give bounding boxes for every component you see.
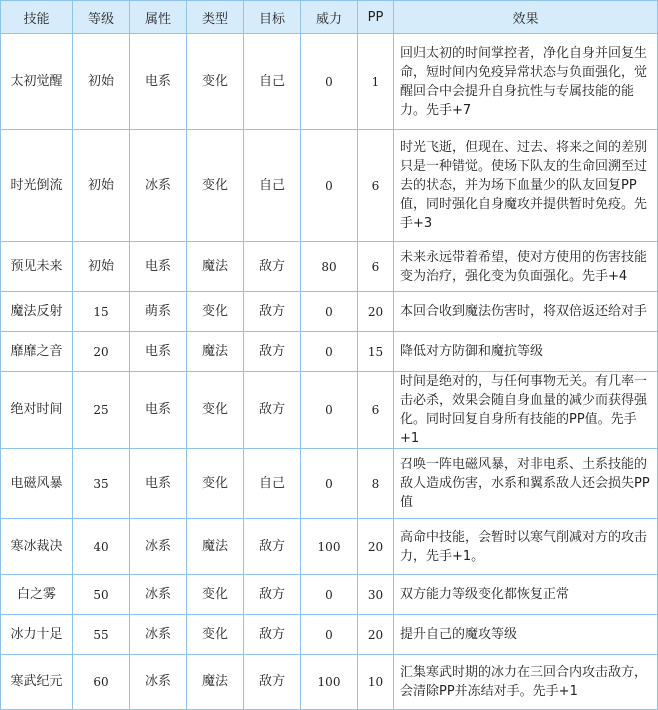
table-header bbox=[1, 1, 658, 34]
skill-name-cell: 寒冰裁决 bbox=[1, 519, 73, 575]
header-row bbox=[1, 1, 658, 34]
skill-name-cell: 魔法反射 bbox=[1, 292, 73, 332]
skill-name-cell: 靡靡之音 bbox=[1, 332, 73, 372]
effect-cell: 提升自己的魔攻等级 bbox=[394, 615, 658, 655]
type-cell: 魔法 bbox=[187, 655, 244, 710]
level-cell: 20 bbox=[73, 332, 130, 372]
type-cell: 变化 bbox=[187, 292, 244, 332]
pp-cell: 30 bbox=[358, 575, 394, 615]
effect-cell: 本回合收到魔法伤害时，将双倍返还给对手 bbox=[394, 292, 658, 332]
level-cell: 50 bbox=[73, 575, 130, 615]
table-body bbox=[1, 34, 658, 710]
skill-name-cell: 太初觉醒 bbox=[1, 34, 73, 130]
pp-cell: 20 bbox=[358, 292, 394, 332]
pp-cell: 1 bbox=[358, 34, 394, 130]
pp-cell: 10 bbox=[358, 655, 394, 710]
power-cell: 100 bbox=[301, 655, 358, 710]
table-row bbox=[1, 519, 658, 575]
skill-name-cell: 绝对时间 bbox=[1, 372, 73, 449]
header-type: 类型 bbox=[187, 1, 244, 34]
pp-cell: 15 bbox=[358, 332, 394, 372]
level-cell: 初始 bbox=[73, 34, 130, 130]
target-cell: 敌方 bbox=[244, 615, 301, 655]
table-row bbox=[1, 575, 658, 615]
level-cell: 25 bbox=[73, 372, 130, 449]
power-cell: 0 bbox=[301, 615, 358, 655]
type-cell: 变化 bbox=[187, 575, 244, 615]
target-cell: 自己 bbox=[244, 449, 301, 519]
power-cell: 0 bbox=[301, 292, 358, 332]
attribute-cell: 冰系 bbox=[130, 519, 187, 575]
pp-cell: 8 bbox=[358, 449, 394, 519]
target-cell: 敌方 bbox=[244, 242, 301, 292]
attribute-cell: 电系 bbox=[130, 242, 187, 292]
power-cell: 0 bbox=[301, 130, 358, 242]
attribute-cell: 冰系 bbox=[130, 615, 187, 655]
target-cell: 敌方 bbox=[244, 332, 301, 372]
target-cell: 敌方 bbox=[244, 292, 301, 332]
header-pp: PP bbox=[358, 1, 394, 34]
pp-cell: 6 bbox=[358, 130, 394, 242]
table-row bbox=[1, 449, 658, 519]
effect-cell: 降低对方防御和魔抗等级 bbox=[394, 332, 658, 372]
power-cell: 0 bbox=[301, 449, 358, 519]
effect-cell: 回归太初的时间掌控者，净化自身并回复生命，短时间内免疫异常状态与负面强化，觉醒回合中会提升自身抗性与专属技能的能力。先手+7 bbox=[394, 34, 658, 130]
header-target: 目标 bbox=[244, 1, 301, 34]
type-cell: 变化 bbox=[187, 130, 244, 242]
power-cell: 100 bbox=[301, 519, 358, 575]
level-cell: 55 bbox=[73, 615, 130, 655]
type-cell: 变化 bbox=[187, 34, 244, 130]
attribute-cell: 电系 bbox=[130, 449, 187, 519]
attribute-cell: 萌系 bbox=[130, 292, 187, 332]
attribute-cell: 电系 bbox=[130, 372, 187, 449]
level-cell: 初始 bbox=[73, 130, 130, 242]
effect-cell: 汇集寒武时期的冰力在三回合内攻击敌方，会清除PP并冻结对手。先手+1 bbox=[394, 655, 658, 710]
header-attribute: 属性 bbox=[130, 1, 187, 34]
table-row bbox=[1, 34, 658, 130]
effect-cell: 召唤一阵电磁风暴，对非电系、土系技能的敌人造成伤害，水系和翼系敌人还会损失PP值 bbox=[394, 449, 658, 519]
header-skill: 技能 bbox=[1, 1, 73, 34]
table-row bbox=[1, 292, 658, 332]
type-cell: 魔法 bbox=[187, 519, 244, 575]
attribute-cell: 冰系 bbox=[130, 130, 187, 242]
level-cell: 40 bbox=[73, 519, 130, 575]
level-cell: 60 bbox=[73, 655, 130, 710]
table-row bbox=[1, 655, 658, 710]
table-row bbox=[1, 332, 658, 372]
target-cell: 自己 bbox=[244, 130, 301, 242]
effect-cell: 时光飞逝，但现在、过去、将来之间的差别只是一种错觉。使场下队友的生命回溯至过去的状态，并为场下血量少的队友回复PP值，同时强化自身魔攻并提供暂时免疫。先手+3 bbox=[394, 130, 658, 242]
pp-cell: 6 bbox=[358, 372, 394, 449]
skill-name-cell: 白之雾 bbox=[1, 575, 73, 615]
skill-name-cell: 时光倒流 bbox=[1, 130, 73, 242]
table-row bbox=[1, 242, 658, 292]
attribute-cell: 电系 bbox=[130, 332, 187, 372]
power-cell: 80 bbox=[301, 242, 358, 292]
header-effect: 效果 bbox=[394, 1, 658, 34]
level-cell: 15 bbox=[73, 292, 130, 332]
skill-name-cell: 寒武纪元 bbox=[1, 655, 73, 710]
target-cell: 自己 bbox=[244, 34, 301, 130]
effect-cell: 高命中技能，会暂时以寒气削减对方的攻击力，先手+1。 bbox=[394, 519, 658, 575]
power-cell: 0 bbox=[301, 34, 358, 130]
power-cell: 0 bbox=[301, 372, 358, 449]
power-cell: 0 bbox=[301, 575, 358, 615]
attribute-cell: 电系 bbox=[130, 34, 187, 130]
type-cell: 魔法 bbox=[187, 332, 244, 372]
table-row bbox=[1, 615, 658, 655]
level-cell: 35 bbox=[73, 449, 130, 519]
type-cell: 变化 bbox=[187, 449, 244, 519]
target-cell: 敌方 bbox=[244, 519, 301, 575]
level-cell: 初始 bbox=[73, 242, 130, 292]
effect-cell: 双方能力等级变化都恢复正常 bbox=[394, 575, 658, 615]
table-row bbox=[1, 130, 658, 242]
type-cell: 变化 bbox=[187, 615, 244, 655]
header-power: 威力 bbox=[301, 1, 358, 34]
pp-cell: 6 bbox=[358, 242, 394, 292]
header-level: 等级 bbox=[73, 1, 130, 34]
table-row bbox=[1, 372, 658, 449]
pp-cell: 20 bbox=[358, 519, 394, 575]
target-cell: 敌方 bbox=[244, 655, 301, 710]
skill-name-cell: 电磁风暴 bbox=[1, 449, 73, 519]
power-cell: 0 bbox=[301, 332, 358, 372]
skill-name-cell: 预见未来 bbox=[1, 242, 73, 292]
type-cell: 魔法 bbox=[187, 242, 244, 292]
attribute-cell: 冰系 bbox=[130, 575, 187, 615]
type-cell: 变化 bbox=[187, 372, 244, 449]
pp-cell: 20 bbox=[358, 615, 394, 655]
effect-cell: 未来永远带着希望，使对方使用的伤害技能变为治疗，强化变为负面强化。先手+4 bbox=[394, 242, 658, 292]
target-cell: 敌方 bbox=[244, 372, 301, 449]
effect-cell: 时间是绝对的，与任何事物无关。有几率一击必杀，效果会随自身血量的减少而获得强化。同时回复自身所有技能的PP值。先手+1 bbox=[394, 372, 658, 449]
attribute-cell: 冰系 bbox=[130, 655, 187, 710]
target-cell: 敌方 bbox=[244, 575, 301, 615]
skill-name-cell: 冰力十足 bbox=[1, 615, 73, 655]
